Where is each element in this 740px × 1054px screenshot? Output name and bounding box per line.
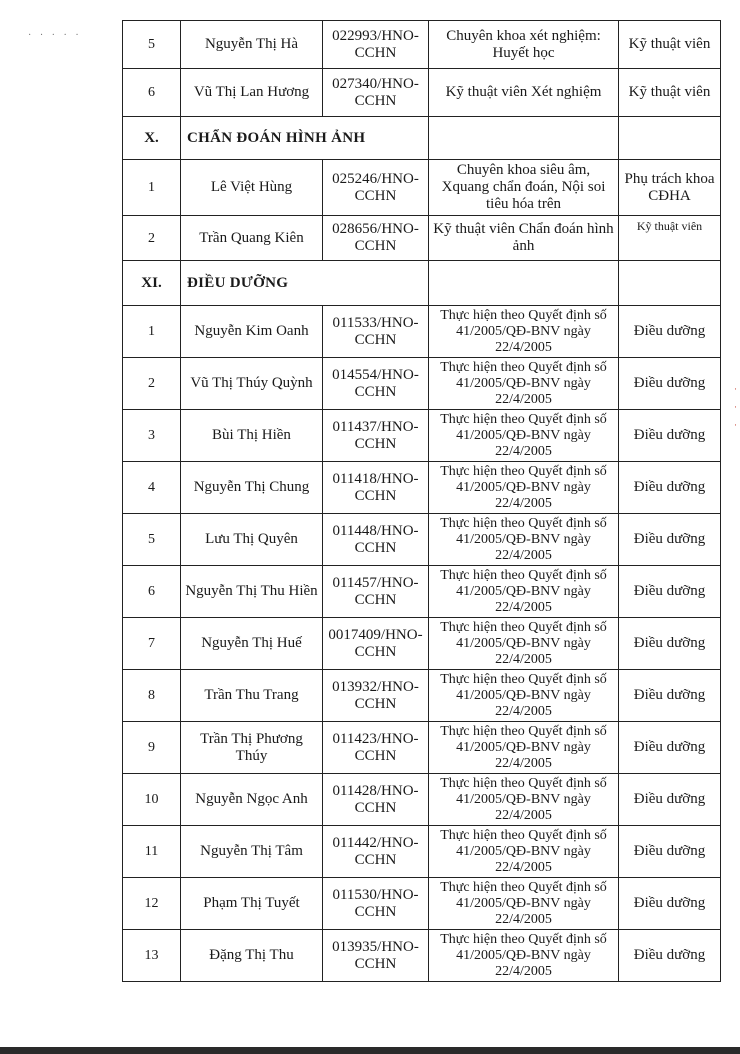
table-row (123, 618, 721, 670)
row-number: 3 (123, 410, 181, 462)
table-row (123, 160, 721, 216)
certificate-number: 011530/HNO-CCHN (323, 878, 429, 930)
practice-scope: Thực hiện theo Quyết định số 41/2005/QĐ-BNV ngày 22/4/2005 (429, 410, 619, 462)
certificate-number: 011442/HNO-CCHN (323, 826, 429, 878)
staff-name: Bùi Thị Hiền (181, 410, 323, 462)
staff-name: Trần Quang Kiên (181, 216, 323, 261)
empty-cell (619, 117, 721, 160)
staff-role: Điều dưỡng (619, 930, 721, 982)
section-header-row (123, 117, 721, 160)
practice-scope: Thực hiện theo Quyết định số 41/2005/QĐ-BNV ngày 22/4/2005 (429, 462, 619, 514)
scan-bottom-edge (0, 1047, 740, 1054)
certificate-number: 0017409/HNO-CCHN (323, 618, 429, 670)
staff-name: Phạm Thị Tuyết (181, 878, 323, 930)
staff-role: Điều dưỡng (619, 618, 721, 670)
table-row (123, 826, 721, 878)
staff-role: Điều dưỡng (619, 358, 721, 410)
practice-scope: Thực hiện theo Quyết định số 41/2005/QĐ-BNV ngày 22/4/2005 (429, 722, 619, 774)
row-number: 12 (123, 878, 181, 930)
table-row (123, 930, 721, 982)
table-row (123, 410, 721, 462)
staff-role: Điều dưỡng (619, 774, 721, 826)
staff-table (122, 20, 721, 982)
row-number: 5 (123, 21, 181, 69)
staff-name: Đặng Thị Thu (181, 930, 323, 982)
row-number: 9 (123, 722, 181, 774)
staff-role: Điều dưỡng (619, 566, 721, 618)
staff-role: Điều dưỡng (619, 514, 721, 566)
staff-role: Kỹ thuật viên (619, 21, 721, 69)
table-row (123, 514, 721, 566)
table-row (123, 462, 721, 514)
practice-scope: Thực hiện theo Quyết định số 41/2005/QĐ-BNV ngày 22/4/2005 (429, 358, 619, 410)
table-row (123, 21, 721, 69)
section-title: ĐIỀU DƯỠNG (181, 261, 429, 306)
staff-name: Nguyễn Ngọc Anh (181, 774, 323, 826)
staff-role: Điều dưỡng (619, 410, 721, 462)
certificate-number: 011448/HNO-CCHN (323, 514, 429, 566)
staff-name: Nguyễn Thị Chung (181, 462, 323, 514)
staff-name: Nguyễn Thị Hà (181, 21, 323, 69)
row-number: 6 (123, 69, 181, 117)
practice-scope: Chuyên khoa xét nghiệm: Huyết học (429, 21, 619, 69)
staff-role: Điều dưỡng (619, 722, 721, 774)
section-number: XI. (123, 261, 181, 306)
certificate-number: 011533/HNO-CCHN (323, 306, 429, 358)
row-number: 5 (123, 514, 181, 566)
practice-scope: Kỹ thuật viên Chẩn đoán hình ảnh (429, 216, 619, 261)
table-row (123, 774, 721, 826)
staff-role: Phụ trách khoa CĐHA (619, 160, 721, 216)
staff-role: Điều dưỡng (619, 462, 721, 514)
row-number: 1 (123, 306, 181, 358)
empty-cell (429, 261, 619, 306)
certificate-number: 011437/HNO-CCHN (323, 410, 429, 462)
row-number: 13 (123, 930, 181, 982)
staff-name: Lê Việt Hùng (181, 160, 323, 216)
practice-scope: Chuyên khoa siêu âm, Xquang chẩn đoán, Nội soi tiêu hóa trên (429, 160, 619, 216)
certificate-number: 025246/HNO-CCHN (323, 160, 429, 216)
scan-edge-marks: · · · (734, 384, 737, 430)
staff-role: Điều dưỡng (619, 306, 721, 358)
empty-cell (619, 261, 721, 306)
certificate-number: 013932/HNO-CCHN (323, 670, 429, 722)
row-number: 2 (123, 216, 181, 261)
row-number: 8 (123, 670, 181, 722)
staff-name: Nguyễn Thị Tâm (181, 826, 323, 878)
certificate-number: 028656/HNO-CCHN (323, 216, 429, 261)
practice-scope: Thực hiện theo Quyết định số 41/2005/QĐ-BNV ngày 22/4/2005 (429, 930, 619, 982)
staff-name: Nguyễn Kim Oanh (181, 306, 323, 358)
certificate-number: 011428/HNO-CCHN (323, 774, 429, 826)
certificate-number: 013935/HNO-CCHN (323, 930, 429, 982)
staff-name: Nguyễn Thị Thu Hiền (181, 566, 323, 618)
certificate-number: 011423/HNO-CCHN (323, 722, 429, 774)
table-row (123, 670, 721, 722)
row-number: 6 (123, 566, 181, 618)
row-number: 4 (123, 462, 181, 514)
staff-name: Nguyễn Thị Huế (181, 618, 323, 670)
certificate-number: 027340/HNO-CCHN (323, 69, 429, 117)
empty-cell (429, 117, 619, 160)
certificate-number: 011457/HNO-CCHN (323, 566, 429, 618)
row-number: 7 (123, 618, 181, 670)
scan-artifact-dots: · · · · · (28, 30, 82, 41)
staff-role: Điều dưỡng (619, 670, 721, 722)
practice-scope: Thực hiện theo Quyết định số 41/2005/QĐ-BNV ngày 22/4/2005 (429, 878, 619, 930)
table-row (123, 216, 721, 261)
table-row (123, 878, 721, 930)
row-number: 2 (123, 358, 181, 410)
practice-scope: Thực hiện theo Quyết định số 41/2005/QĐ-BNV ngày 22/4/2005 (429, 514, 619, 566)
practice-scope: Thực hiện theo Quyết định số 41/2005/QĐ-BNV ngày 22/4/2005 (429, 670, 619, 722)
row-number: 11 (123, 826, 181, 878)
practice-scope: Thực hiện theo Quyết định số 41/2005/QĐ-BNV ngày 22/4/2005 (429, 774, 619, 826)
row-number: 1 (123, 160, 181, 216)
certificate-number: 011418/HNO-CCHN (323, 462, 429, 514)
staff-name: Lưu Thị Quyên (181, 514, 323, 566)
practice-scope: Thực hiện theo Quyết định số 41/2005/QĐ-BNV ngày 22/4/2005 (429, 618, 619, 670)
table-row (123, 306, 721, 358)
staff-role: Điều dưỡng (619, 826, 721, 878)
practice-scope: Thực hiện theo Quyết định số 41/2005/QĐ-BNV ngày 22/4/2005 (429, 566, 619, 618)
table-row (123, 722, 721, 774)
section-number: X. (123, 117, 181, 160)
staff-name: Vũ Thị Thúy Quỳnh (181, 358, 323, 410)
section-title: CHẨN ĐOÁN HÌNH ẢNH (181, 117, 429, 160)
certificate-number: 014554/HNO-CCHN (323, 358, 429, 410)
table-row (123, 69, 721, 117)
staff-role: Kỹ thuật viên (619, 216, 721, 261)
certificate-number: 022993/HNO-CCHN (323, 21, 429, 69)
practice-scope: Thực hiện theo Quyết định số 41/2005/QĐ-BNV ngày 22/4/2005 (429, 306, 619, 358)
section-header-row (123, 261, 721, 306)
table-row (123, 566, 721, 618)
staff-name: Vũ Thị Lan Hương (181, 69, 323, 117)
row-number: 10 (123, 774, 181, 826)
practice-scope: Thực hiện theo Quyết định số 41/2005/QĐ-BNV ngày 22/4/2005 (429, 826, 619, 878)
staff-name: Trần Thị Phương Thúy (181, 722, 323, 774)
staff-role: Điều dưỡng (619, 878, 721, 930)
staff-role: Kỹ thuật viên (619, 69, 721, 117)
table-row (123, 358, 721, 410)
practice-scope: Kỹ thuật viên Xét nghiệm (429, 69, 619, 117)
staff-name: Trần Thu Trang (181, 670, 323, 722)
